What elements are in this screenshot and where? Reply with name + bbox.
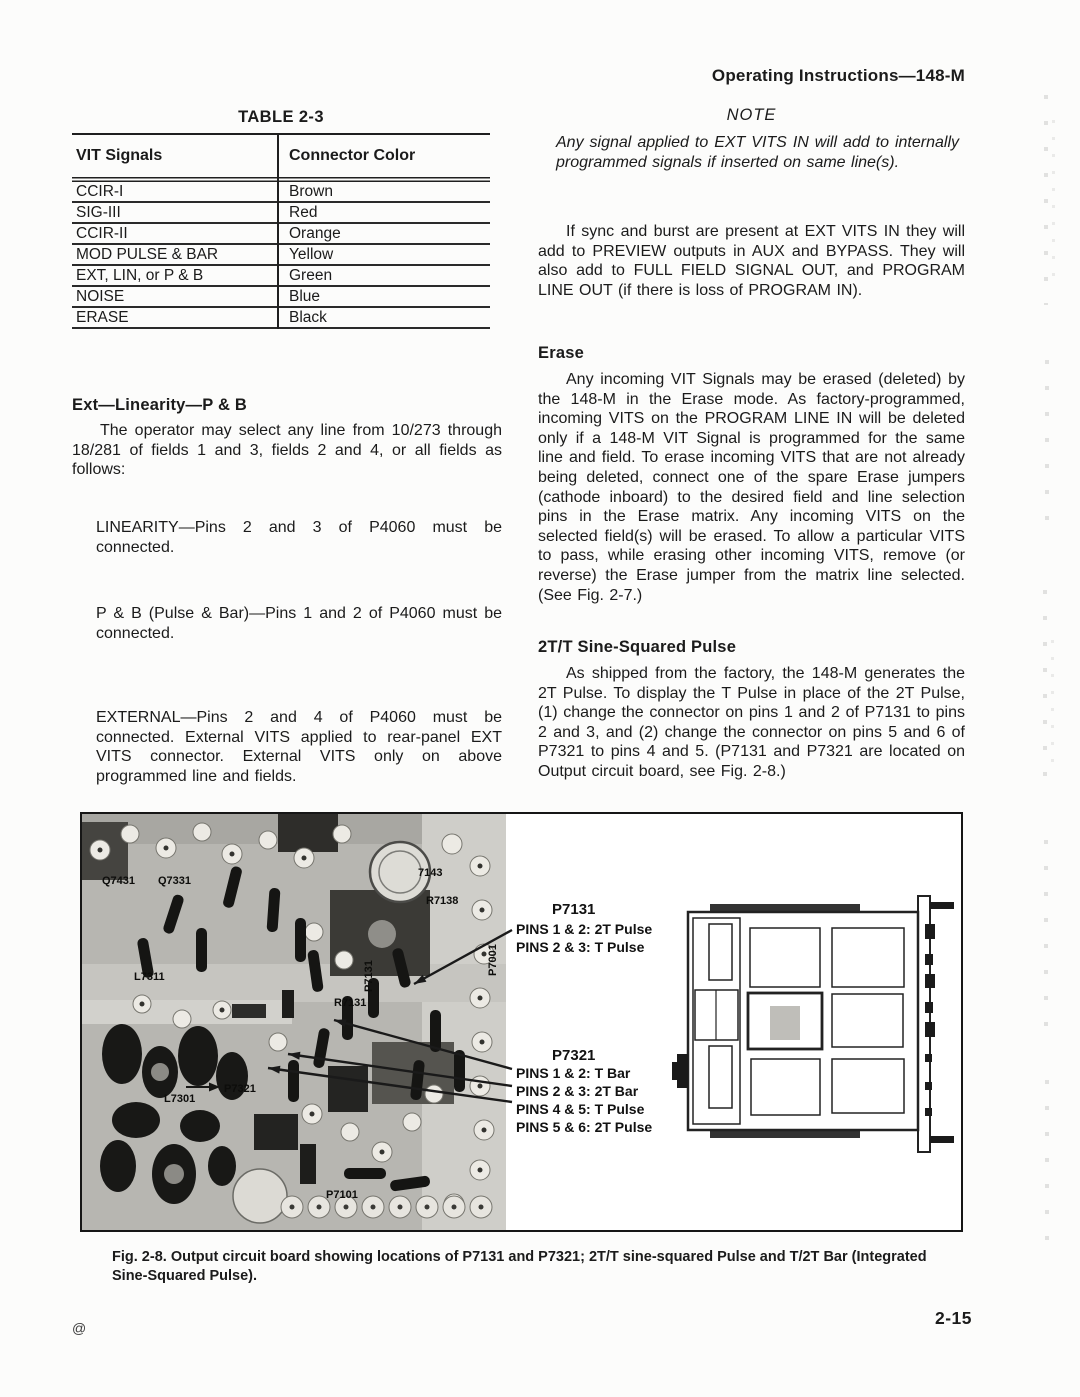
scan-noise-strip [1045,360,1049,540]
scan-noise-strip [1045,1080,1049,1260]
column-header-vit-signals: VIT Signals [76,147,163,164]
signal-cell: MOD PULSE & BAR [76,245,219,263]
table-row [72,224,490,245]
table-row [72,308,490,329]
table-row [72,287,490,308]
callout-p7321-line3: PINS 4 & 5: T Pulse [516,1101,645,1117]
scan-noise-strip [1051,640,1054,770]
signal-cell: SIG-III [76,203,121,221]
board-label-r7138: R7138 [426,895,459,907]
table-row [72,245,490,266]
color-cell: Brown [289,182,333,200]
board-label-p7101: P7101 [326,1189,358,1201]
scan-noise-strip [1044,95,1048,305]
callout-p7131 [516,901,652,955]
linearity-item-paragraph: LINEARITY—Pins 2 and 3 of P4060 must be connected. [96,519,502,556]
figure-caption: Fig. 2-8. Output circuit board showing locations of P7131 and P7321; 2T/T sine-squared Pulse and T/2T Bar (Integrated Sine-Squared Pulse). [112,1249,927,1284]
table-column-divider [277,133,279,329]
board-label-q7431: Q7431 [102,875,136,887]
color-cell: Green [289,266,333,284]
scan-noise-strip [1052,120,1055,280]
figure-2-8-graphic [82,814,961,1230]
callout-p7321-title: P7321 [552,1047,596,1064]
table-row [72,182,490,203]
color-cell: Blue [289,287,321,305]
scan-noise-strip [1044,840,1048,1030]
sine-squared-pulse-paragraph: As shipped from the factory, the 148-M generates the 2T Pulse. To display the T Pulse in place of the 2T Pulse, (1) change the connector on pins 1 and 2 of P7131 to pins 2 and 3, and (2) change the connector on pins 5 and 6 of P7321 to pins 4 and 5. (P7131 and P7321 are located on Output circuit board, see Fig. 2-8.) [538,665,965,780]
board-label-r7131: R7131 [334,997,367,1009]
board-label-p7001-vertical: P7001 [487,944,499,976]
color-cell: Red [289,203,318,221]
board-label-p7321: P7321 [224,1083,256,1095]
chassis-diagram [688,896,930,1152]
signal-cell: CCIR-II [76,224,128,242]
callout-p7321-line2: PINS 2 & 3: 2T Bar [516,1083,639,1099]
circuit-board-photo [82,814,506,1230]
section-heading-erase: Erase [538,344,584,362]
color-cell: Orange [289,224,341,242]
board-label-p7131-vertical: P7131 [363,960,375,992]
section-heading-2tt-pulse: 2T/T Sine-Squared Pulse [538,638,737,656]
color-cell: Black [289,308,327,326]
table-row [72,203,490,224]
board-label-l7301: L7301 [164,1093,196,1105]
table-title: TABLE 2-3 [238,108,324,126]
section-heading-ext-linearity: Ext—Linearity—P & B [72,396,247,414]
ext-linearity-intro-paragraph: The operator may select any line from 10/273 through 18/281 of fields 1 and 3, fields 2 and 4, or all fields as follows: [72,422,502,479]
board-label-r7143: 7143 [418,867,443,879]
page-header-title: Operating Instructions—148-M [711,66,965,85]
erase-paragraph: Any incoming VIT Signals may be erased (deleted) by the 148-M in the Erase mode. As factory-programmed, incoming VITS on the PROGRAM LINE IN will be deleted only if a 148-M VIT Signal is programmed for the same line and field. To erase incoming VITS that are not already being deleted, connect one of the spare Erase jumpers (cathode inboard) to the desired field and line selection pins in the Erase matrix. Any incoming VITS on the selected field(s) will be erased. To allow a particular VITS to pass, while erasing other incoming VITS, remove (or reverse) the Erase jumper from the matrix line selected. (See Fig. 2-7.) [538,371,965,604]
vit-signals-table [72,133,490,329]
figure-2-8-box [80,812,963,1232]
note-label: NOTE [726,106,777,124]
sync-burst-paragraph: If sync and burst are present at EXT VITS IN they will add to PREVIEW outputs in AUX and BYPASS. They will also add to FULL FIELD SIGNAL OUT, and PROGRAM LINE OUT (if there is loss of PROGRAM IN). [538,223,965,299]
signal-cell: EXT, LIN, or P & B [76,266,204,284]
copyright-at-symbol: @ [72,1320,87,1336]
scan-noise-strip [1043,590,1047,790]
board-label-l7311: L7311 [134,971,165,983]
callout-p7321-line4: PINS 5 & 6: 2T Pulse [516,1119,653,1135]
external-item-paragraph: EXTERNAL—Pins 2 and 4 of P4060 must be connected. External VITS applied to rear-panel EXT VITS connector. External VITS only on above programmed line and fields. [96,709,502,785]
board-label-q7331: Q7331 [158,875,192,887]
note-text: Any signal applied to EXT VITS IN will add to internally programmed signals if inserted on same line(s). [556,134,959,171]
column-header-connector-color: Connector Color [289,147,416,164]
callout-p7131-line1: PINS 1 & 2: 2T Pulse [516,921,653,937]
pulse-and-bar-item-paragraph: P & B (Pulse & Bar)—Pins 1 and 2 of P4060 must be connected. [96,605,502,642]
signal-cell: NOISE [76,287,125,305]
callout-p7321-line1: PINS 1 & 2: T Bar [516,1065,631,1081]
callout-p7131-line2: PINS 2 & 3: T Pulse [516,939,645,955]
page-number: 2-15 [934,1308,972,1328]
signal-cell: ERASE [76,308,129,326]
table-row [72,266,490,287]
table-header-row [72,135,490,177]
callout-p7321 [516,1047,652,1135]
chassis-rear-panel-parts [672,902,954,1143]
callout-p7131-title: P7131 [552,901,596,918]
color-cell: Yellow [289,245,334,263]
signal-cell: CCIR-I [76,182,124,200]
